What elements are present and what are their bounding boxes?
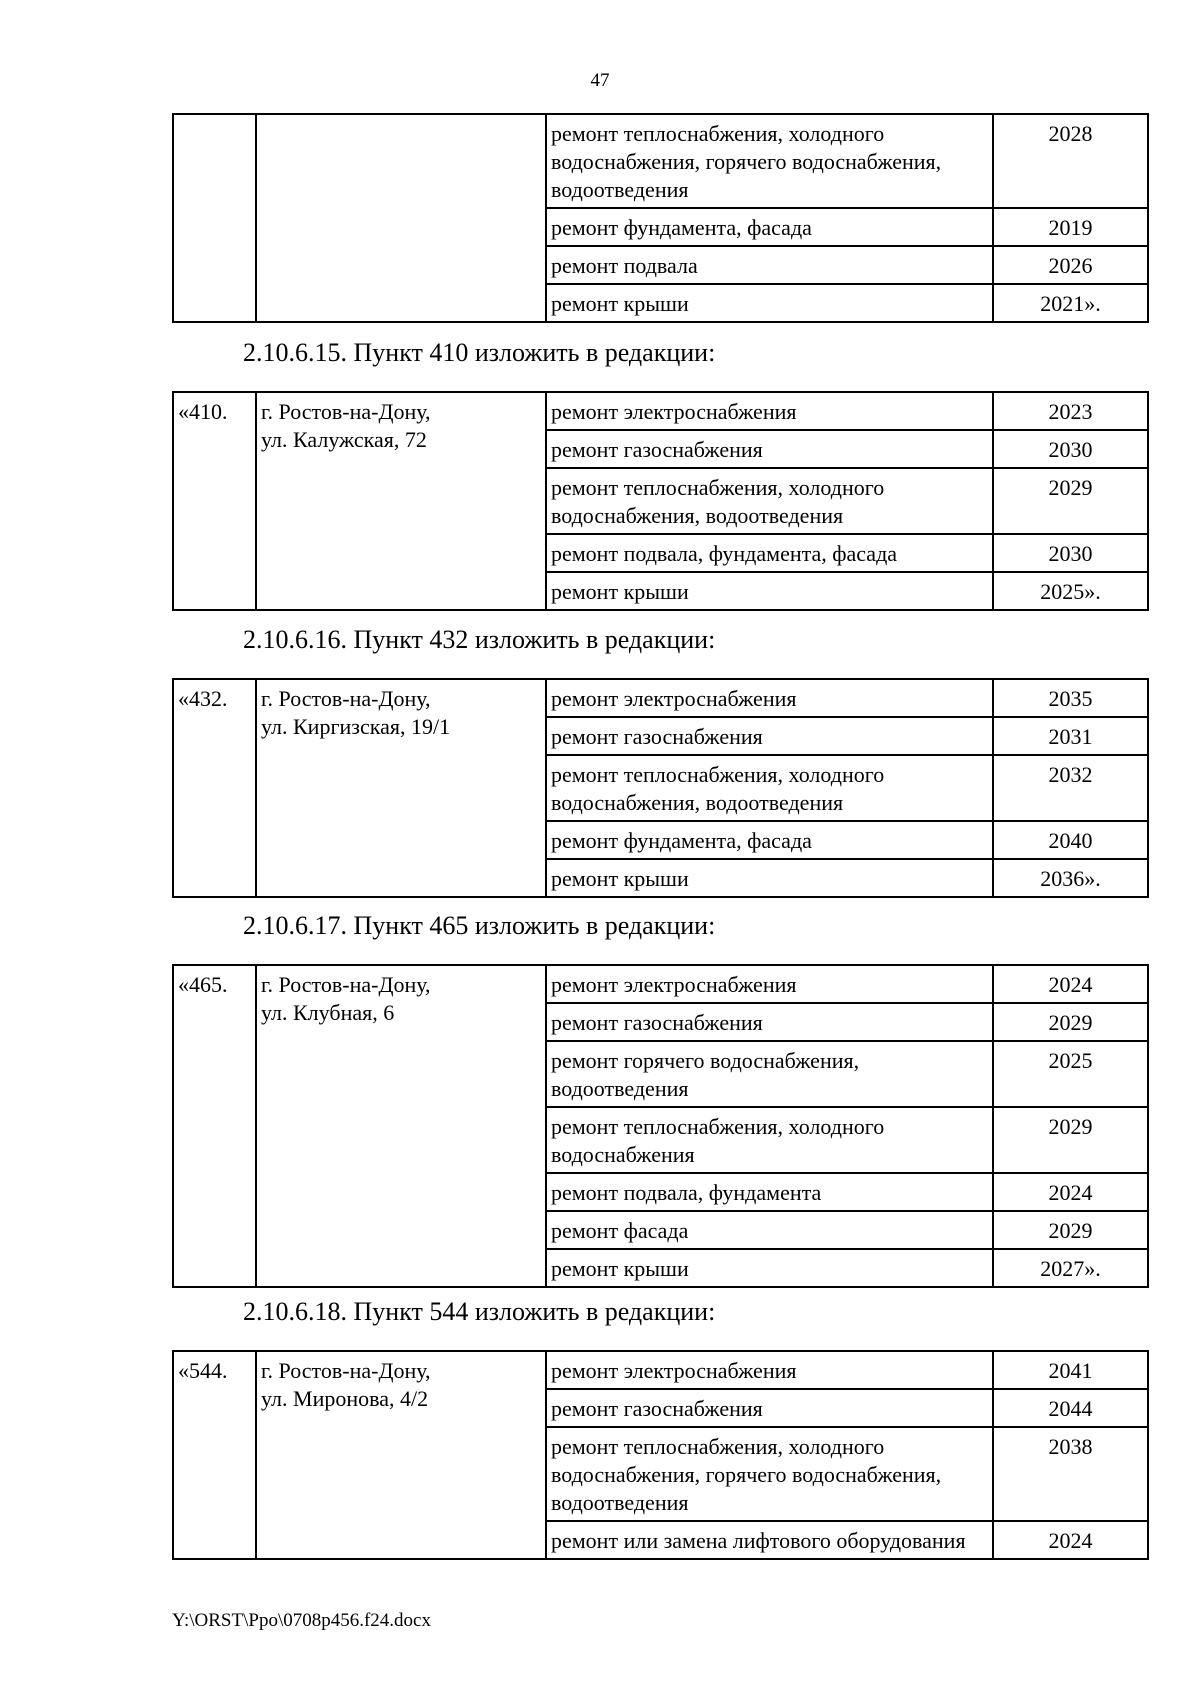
work-cell: ремонт электроснабжения <box>546 392 993 430</box>
address-city: г. Ростов-на-Дону, <box>261 972 431 997</box>
year-cell: 2029 <box>993 1107 1148 1173</box>
year-cell: 2040 <box>993 821 1148 859</box>
work-cell: ремонт крыши <box>546 859 993 897</box>
work-cell: ремонт теплоснабжения, холодного водоснабжения <box>546 1107 993 1173</box>
item-number: «432. <box>173 679 256 897</box>
work-cell: ремонт крыши <box>546 284 993 322</box>
year-cell: 2024 <box>993 1521 1148 1559</box>
work-cell: ремонт теплоснабжения, холодного водоснабжения, водоотведения <box>546 468 993 534</box>
section-heading: 2.10.6.15. Пункт 410 изложить в редакции: <box>243 338 716 367</box>
work-cell: ремонт теплоснабжения, холодного водоснабжения, горячего водоснабжения, водоотведения <box>546 114 993 208</box>
table-row <box>173 114 1148 208</box>
year-cell: 2044 <box>993 1389 1148 1427</box>
year-cell: 2030 <box>993 430 1148 468</box>
item-number: «465. <box>173 965 256 1287</box>
work-cell: ремонт горячего водоснабжения, водоотведения <box>546 1041 993 1107</box>
section-table <box>172 964 1149 1288</box>
section-table-block <box>172 678 1147 898</box>
section-heading: 2.10.6.16. Пункт 432 изложить в редакции: <box>243 625 716 654</box>
table-row <box>173 679 1148 717</box>
work-cell: ремонт электроснабжения <box>546 965 993 1003</box>
work-cell: ремонт электроснабжения <box>546 1351 993 1389</box>
year-cell: 2032 <box>993 755 1148 821</box>
address-cell <box>256 679 546 897</box>
work-cell: ремонт газоснабжения <box>546 430 993 468</box>
year-cell: 2028 <box>993 114 1148 208</box>
section-table-block <box>172 964 1147 1288</box>
work-cell: ремонт крыши <box>546 1249 993 1287</box>
section-table-block <box>172 1350 1147 1560</box>
year-cell: 2024 <box>993 965 1148 1003</box>
year-cell: 2027». <box>993 1249 1148 1287</box>
section-table <box>172 1350 1149 1560</box>
year-cell: 2025 <box>993 1041 1148 1107</box>
address-city: г. Ростов-на-Дону, <box>261 686 431 711</box>
year-cell: 2041 <box>993 1351 1148 1389</box>
table-row <box>173 392 1148 430</box>
section-table <box>172 391 1149 611</box>
item-number: «410. <box>173 392 256 610</box>
year-cell: 2036». <box>993 859 1148 897</box>
section-table <box>172 678 1149 898</box>
work-cell: ремонт подвала, фундамента <box>546 1173 993 1211</box>
year-cell: 2029 <box>993 1211 1148 1249</box>
address-cell <box>256 1351 546 1559</box>
page-number: 47 <box>590 70 610 91</box>
table-row <box>173 1351 1148 1389</box>
item-number: «544. <box>173 1351 256 1559</box>
year-cell: 2038 <box>993 1427 1148 1521</box>
work-cell: ремонт фундамента, фасада <box>546 208 993 246</box>
work-cell: ремонт газоснабжения <box>546 1389 993 1427</box>
year-cell: 2024 <box>993 1173 1148 1211</box>
number-cell <box>173 114 256 322</box>
work-cell: ремонт фундамента, фасада <box>546 821 993 859</box>
address-cell <box>256 965 546 1287</box>
continuation-table-block <box>172 113 1147 323</box>
year-cell: 2029 <box>993 468 1148 534</box>
year-cell: 2021». <box>993 284 1148 322</box>
year-cell: 2025». <box>993 572 1148 610</box>
work-cell: ремонт фасада <box>546 1211 993 1249</box>
year-cell: 2023 <box>993 392 1148 430</box>
work-cell: ремонт подвала <box>546 246 993 284</box>
address-city: г. Ростов-на-Дону, <box>261 1358 431 1383</box>
work-cell: ремонт крыши <box>546 572 993 610</box>
address-city: г. Ростов-на-Дону, <box>261 399 431 424</box>
work-cell: ремонт или замена лифтового оборудования <box>546 1521 993 1559</box>
year-cell: 2029 <box>993 1003 1148 1041</box>
address-cell <box>256 114 546 322</box>
continuation-table <box>172 113 1149 323</box>
work-cell: ремонт теплоснабжения, холодного водоснабжения, горячего водоснабжения, водоотведения <box>546 1427 993 1521</box>
work-cell: ремонт электроснабжения <box>546 679 993 717</box>
section-heading: 2.10.6.18. Пункт 544 изложить в редакции: <box>243 1297 716 1326</box>
year-cell: 2026 <box>993 246 1148 284</box>
year-cell: 2030 <box>993 534 1148 572</box>
address-street: ул. Калужская, 72 <box>261 427 427 452</box>
year-cell: 2035 <box>993 679 1148 717</box>
document-file-path: Y:\ORST\Ppo\0708p456.f24.docx <box>172 1610 431 1631</box>
year-cell: 2019 <box>993 208 1148 246</box>
address-street: ул. Клубная, 6 <box>261 1000 395 1025</box>
work-cell: ремонт газоснабжения <box>546 1003 993 1041</box>
address-cell <box>256 392 546 610</box>
year-cell: 2031 <box>993 717 1148 755</box>
section-table-block <box>172 391 1147 611</box>
section-heading: 2.10.6.17. Пункт 465 изложить в редакции: <box>243 911 716 940</box>
address-street: ул. Миронова, 4/2 <box>261 1386 429 1411</box>
work-cell: ремонт подвала, фундамента, фасада <box>546 534 993 572</box>
table-row <box>173 965 1148 1003</box>
address-street: ул. Киргизская, 19/1 <box>261 714 451 739</box>
work-cell: ремонт газоснабжения <box>546 717 993 755</box>
work-cell: ремонт теплоснабжения, холодного водоснабжения, водоотведения <box>546 755 993 821</box>
